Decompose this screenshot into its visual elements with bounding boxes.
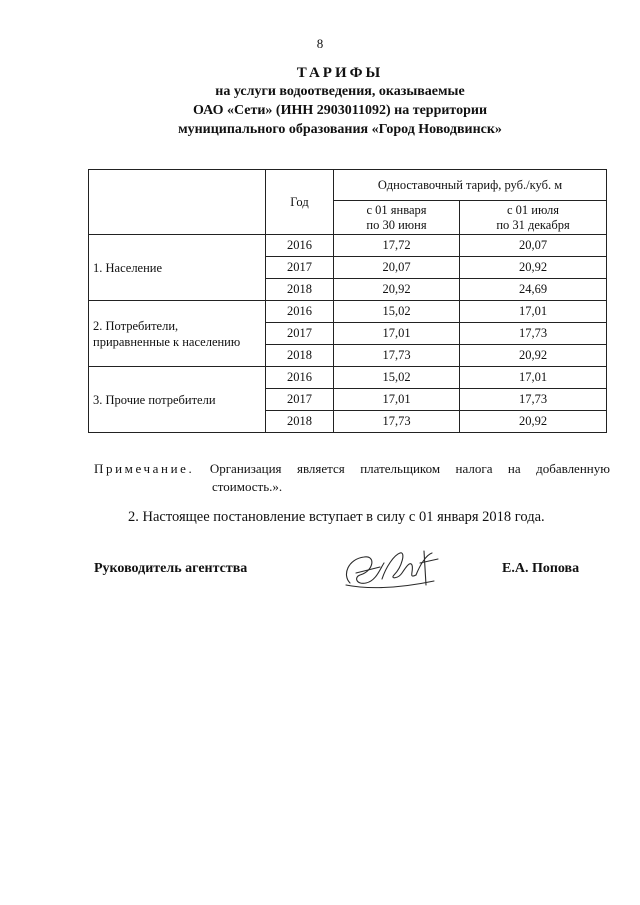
note-line-2: стоимость.». xyxy=(212,479,283,494)
tariff-cell: 20,92 xyxy=(460,257,607,279)
note-word: Организация xyxy=(209,461,282,476)
tariff-cell: 15,02 xyxy=(334,367,460,389)
header-period-1 xyxy=(334,201,460,235)
header-year: Год xyxy=(266,170,334,235)
header-period-2-line2: по 31 декабря xyxy=(496,217,570,232)
header-period-2 xyxy=(460,201,607,235)
tariff-cell: 20,92 xyxy=(334,279,460,301)
effective-date-clause: 2. Настоящее постановление вступает в силу с 01 января 2018 года. xyxy=(128,509,545,525)
tariff-table xyxy=(88,169,607,433)
year-cell: 2017 xyxy=(266,323,334,345)
title-heading: ТАРИФЫ xyxy=(296,65,384,81)
title-line: муниципального образования «Город Новодвинск» xyxy=(178,122,502,137)
tariff-cell: 20,92 xyxy=(460,411,607,433)
year-cell: 2016 xyxy=(266,301,334,323)
note-word: плательщиком xyxy=(360,461,441,476)
note-word: добавленную xyxy=(536,461,610,476)
tariff-cell: 17,01 xyxy=(460,367,607,389)
tariff-cell: 17,72 xyxy=(334,235,460,257)
consumer-label: 3. Прочие потребители xyxy=(93,392,216,407)
signer-title: Руководитель агентства xyxy=(94,561,248,576)
year-cell: 2018 xyxy=(266,279,334,301)
tariff-cell: 17,01 xyxy=(334,323,460,345)
tariff-cell: 20,07 xyxy=(334,257,460,279)
note-word: на xyxy=(507,461,521,476)
table-header-row xyxy=(89,170,607,201)
header-period-1-line2: по 30 июня xyxy=(366,217,427,232)
tariff-cell: 17,73 xyxy=(460,389,607,411)
tariff-cell: 17,01 xyxy=(334,389,460,411)
year-cell: 2018 xyxy=(266,411,334,433)
table-row xyxy=(89,367,607,389)
consumer-cell xyxy=(89,235,266,301)
tariff-cell: 24,69 xyxy=(460,279,607,301)
table-row xyxy=(89,235,607,257)
header-period-1-line1: с 01 января xyxy=(366,202,427,217)
header-consumer xyxy=(89,170,266,235)
title-line: ОАО «Сети» (ИНН 2903011092) на территории xyxy=(192,103,488,118)
year-cell: 2016 xyxy=(266,367,334,389)
signature xyxy=(336,545,446,593)
consumer-label: 2. Потребители, xyxy=(93,318,179,333)
header-tariff: Одноставочный тариф, руб./куб. м xyxy=(334,170,607,201)
tariff-cell: 17,73 xyxy=(334,411,460,433)
note xyxy=(94,460,610,496)
table-row xyxy=(89,301,607,323)
year-cell: 2016 xyxy=(266,235,334,257)
tariff-cell: 17,01 xyxy=(460,301,607,323)
tariff-cell: 17,73 xyxy=(334,345,460,367)
consumer-cell xyxy=(89,301,266,367)
signer-name: Е.А. Попова xyxy=(502,561,580,576)
tariff-cell: 20,92 xyxy=(460,345,607,367)
consumer-cell xyxy=(89,367,266,433)
tariff-cell: 15,02 xyxy=(334,301,460,323)
tariff-cell: 17,73 xyxy=(460,323,607,345)
year-cell: 2018 xyxy=(266,345,334,367)
note-word: налога xyxy=(455,461,493,476)
title-line: на услуги водоотведения, оказываемые xyxy=(215,84,465,99)
year-cell: 2017 xyxy=(266,257,334,279)
document-title xyxy=(90,64,590,139)
note-label: Примечание. xyxy=(94,461,195,476)
note-word: является xyxy=(296,461,345,476)
consumer-label: 1. Население xyxy=(93,260,163,275)
note-line-1 xyxy=(94,460,610,478)
page-number: 8 xyxy=(316,36,324,51)
consumer-label-cont: приравненные к населению xyxy=(93,334,241,349)
header-period-2-line1: с 01 июля xyxy=(507,202,560,217)
year-cell: 2017 xyxy=(266,389,334,411)
tariff-cell: 20,07 xyxy=(460,235,607,257)
